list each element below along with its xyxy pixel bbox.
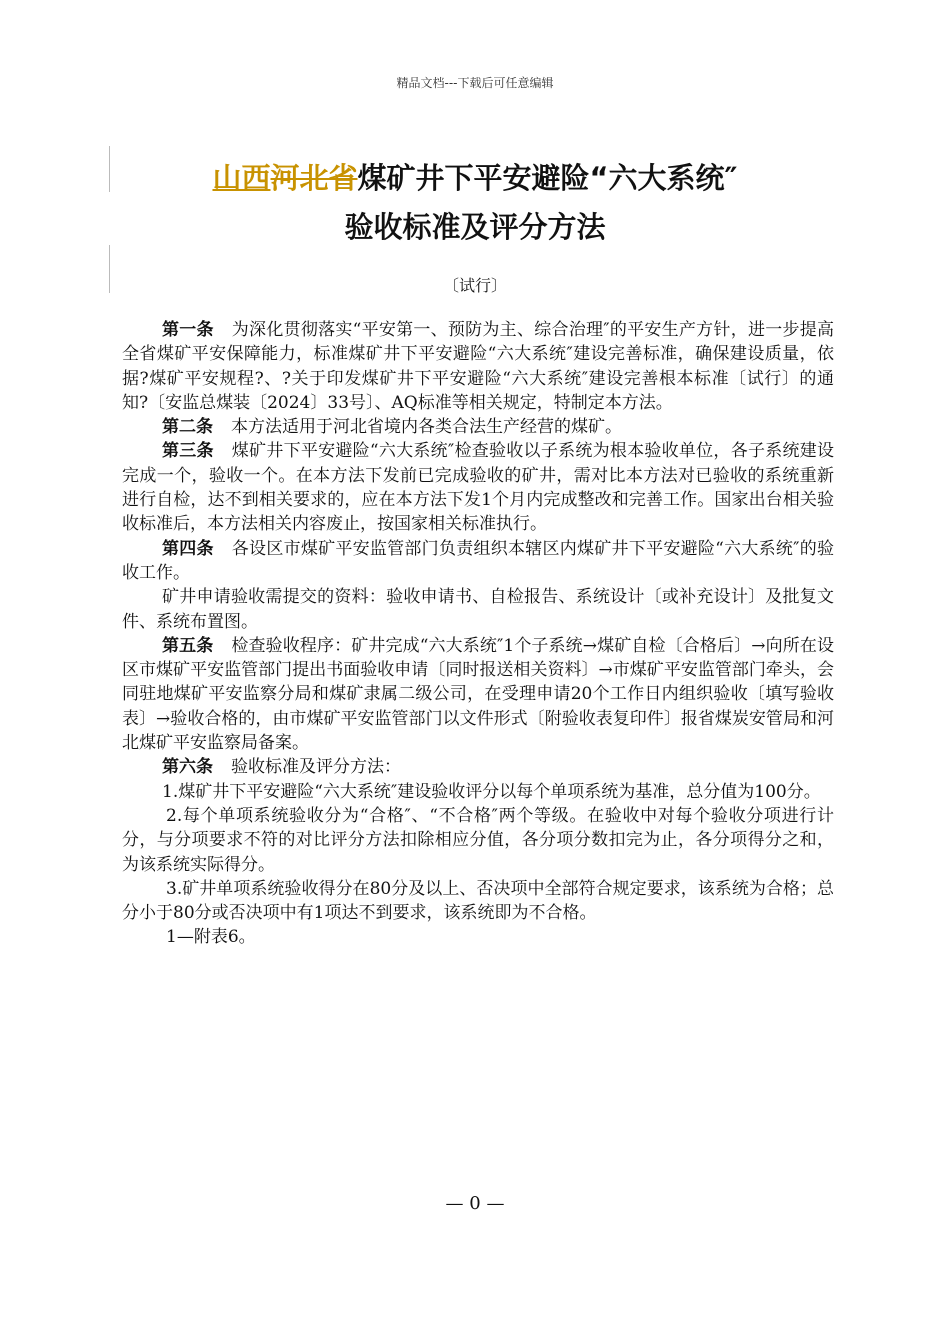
article-4 bbox=[122, 537, 834, 586]
article-1 bbox=[122, 318, 834, 415]
article-6-item-1 bbox=[122, 780, 834, 804]
article-text: 验收标准及评分方法： bbox=[231, 757, 401, 778]
article-text: 为深化贯彻落实“平安第一、预防为主、综合治理″的平安生产方针，进一步提高全省煤矿平安保障能力，标准煤矿井下平安避险“六大系统″建设完善标准，确保建设质量，依据?煤矿平安规程?、?关于印发煤矿井下平安避险“六大系统″建设完善根本标准〔试行〕的通知?〔安监总煤装〔2024〕33号〕、AQ标准等相关规定，特制定本方法。 bbox=[122, 320, 835, 413]
article-4-paragraph bbox=[122, 585, 834, 634]
article-label: 第六条 bbox=[162, 757, 213, 778]
page-number: — 0 — bbox=[445, 1193, 505, 1214]
article-label: 第五条 bbox=[162, 635, 214, 656]
article-text: 本方法适用于河北省境内各类合法生产经营的煤矿。 bbox=[231, 417, 622, 438]
article-6-item-2 bbox=[122, 804, 834, 877]
document-title-line2: 验收标准及评分方法 bbox=[344, 210, 606, 244]
article-6-item-3 bbox=[122, 877, 834, 926]
document-title-line1 bbox=[0, 156, 950, 197]
header-note: 精品文档---下载后可任意编辑 bbox=[396, 76, 554, 90]
paragraph-text: 1.煤矿井下平安避险“六大系统″建设验收评分以每个单项系统为基准，总分值为100分。 bbox=[162, 781, 821, 802]
title-highlight-2: 河北省 bbox=[270, 161, 358, 195]
article-label: 第三条 bbox=[162, 441, 214, 462]
article-text: 各设区市煤矿平安监管部门负责组织本辖区内煤矿井下平安避险“六大系统″的验收工作。 bbox=[122, 538, 835, 583]
article-label: 第四条 bbox=[162, 538, 214, 559]
paragraph-text: 矿井申请验收需提交的资料：验收申请书、自检报告、系统设计〔或补充设计〕及批复文件、系统布置图。 bbox=[122, 587, 834, 632]
article-label: 第一条 bbox=[162, 320, 214, 340]
paragraph-text: 2.每个单项系统验收分为“合格″、“不合格″两个等级。在验收中对每个验收分项进行计分，与分项要求不符的对比评分方法扣除相应分值，各分项分数扣完为止，各分项得分之和，为该系统实际得分。 bbox=[122, 805, 834, 875]
article-6 bbox=[122, 755, 834, 779]
appendix-note bbox=[122, 925, 834, 949]
title-line1-text: 煤矿井下平安避险“六大系统″ bbox=[357, 161, 738, 195]
article-3 bbox=[122, 439, 834, 536]
article-5 bbox=[122, 634, 834, 755]
article-text: 检查验收程序：矿井完成“六大系统″1个子系统→煤矿自检〔合格后〕→向所在设区市煤矿平安监管部门提出书面验收申请〔同时报送相关资料〕→市煤矿平安监管部门牵头，会同驻地煤矿平安监察分局和煤矿隶属二级公司，在受理申请20个工作日内组织验收〔填写验收表〕→验收合格的，由市煤矿平安监管部门以文件形式〔附验收表复印件〕报省煤炭安管局和河北煤矿平安监察局备案。 bbox=[122, 635, 835, 754]
paragraph-text: 1—附表6。 bbox=[166, 927, 256, 948]
document-subtitle: 〔试行〕 bbox=[442, 276, 507, 295]
document-body bbox=[122, 318, 834, 950]
article-label: 第二条 bbox=[162, 417, 213, 438]
title-highlight-1: 山西 bbox=[212, 161, 271, 195]
article-text: 煤矿井下平安避险“六大系统″检查验收以子系统为根本验收单位，各子系统建设完成一个，验收一个。在本方法下发前已完成验收的矿井，需对比本方法对已验收的系统重新进行自检，达不到相关要求的，应在本方法下发1个月内完成整改和完善工作。国家出台相关验收标准后，本方法相关内容废止，按国家相关标准执行。 bbox=[122, 441, 835, 535]
article-2 bbox=[122, 415, 834, 439]
paragraph-text: 3.矿井单项系统验收得分在80分及以上、否决项中全部符合规定要求，该系统为合格；总分小于80分或否决项中有1项达不到要求，该系统即为不合格。 bbox=[122, 878, 834, 924]
